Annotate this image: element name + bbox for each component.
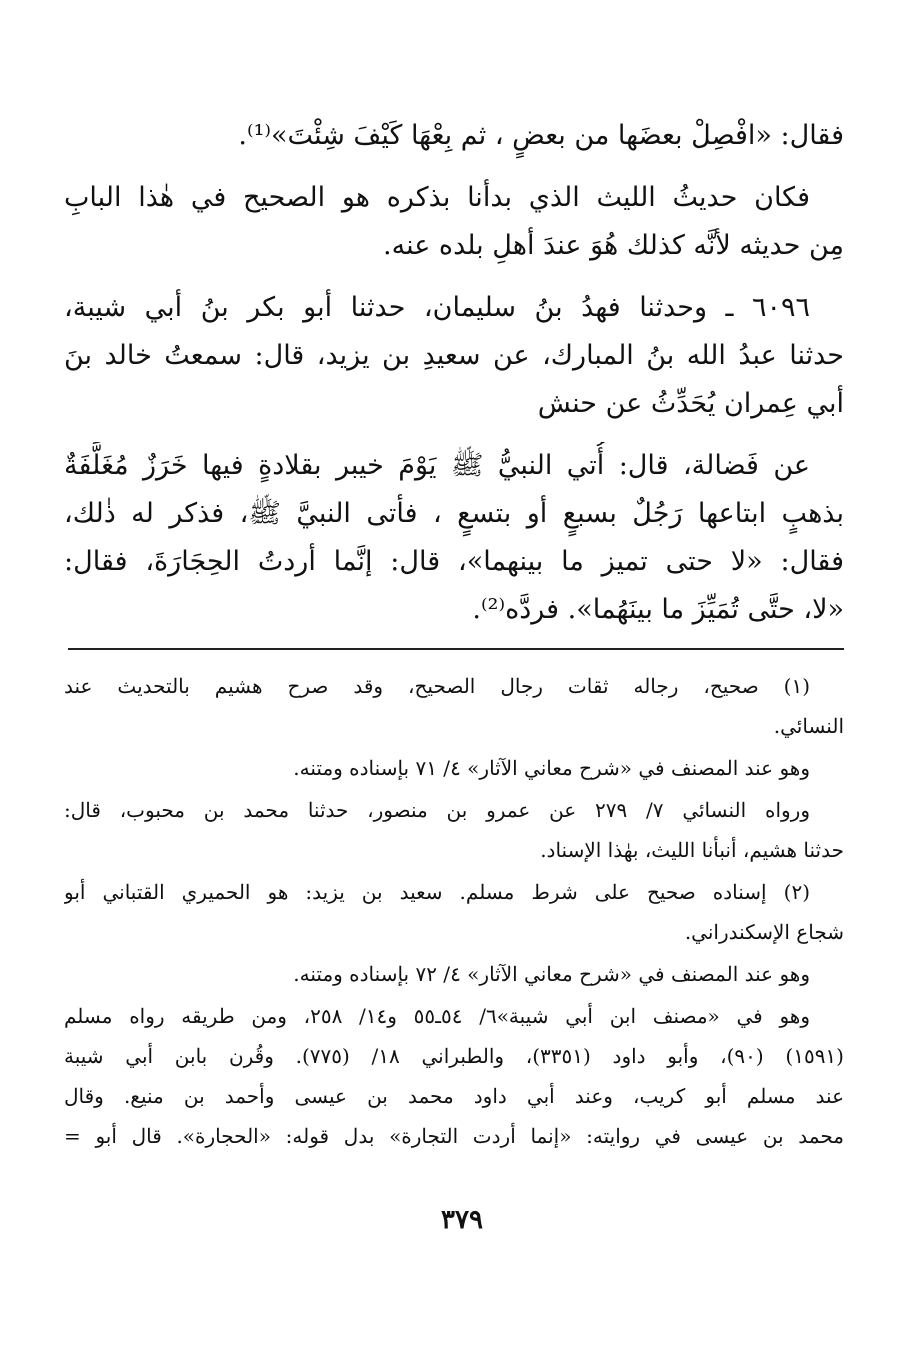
footnote — [64, 748, 844, 788]
footnote-line: النسائي. — [773, 714, 844, 738]
text-line: ٦٠٩٦ ـ وحدثنا فهدُ بنُ سليمان، حدثنا أبو بكر بنُ أبي شيبة، — [64, 292, 810, 323]
text-line: فكان حديثُ الليث الذي بدأنا بذكره هو الصحيح في هٰذا البابِ — [64, 182, 810, 213]
footnote-line: وهو عند المصنف في «شرح معاني الآثار» ٤/ ٧١ بإسناده ومتنه. — [293, 756, 810, 780]
footnote-line: محمد بن عيسى في روايته: «إنما أردت التجارة» بدل قوله: «الحجارة». قال أبو = — [64, 1124, 844, 1148]
footnote — [64, 954, 844, 994]
text-line: مِن حديثه لأنَّه كذلك هُوَ عندَ أهلِ بلده عنه. — [383, 230, 844, 261]
text-line: بذهبٍ ابتاعها رَجُلٌ بسبعٍ أو بتسعٍ ، فأتى النبيَّ ﷺ، فذكر له ذٰلك، — [64, 498, 844, 529]
footnotes — [64, 666, 844, 1156]
page-number: ٣٧٩ — [441, 1205, 483, 1235]
paragraph — [64, 112, 844, 160]
footnote-divider — [68, 648, 844, 650]
footnote-line: (٢) إسناده صحيح على شرط مسلم. سعيد بن يزيد: هو الحميري القتباني أبو — [64, 880, 810, 904]
footnote — [64, 872, 844, 952]
text-line: فقال: «افْصِلْ بعضَها من بعضٍ ، ثم بِعْهَا كَيْفَ شِئْتَ»⁽¹⁾. — [238, 120, 844, 151]
text-line: عن فَضالة، قال: أُتي النبيُّ ﷺ يَوْمَ خيبر بقلادةٍ فيها خَرَزٌ مُغَلَّفَةٌ — [64, 450, 810, 481]
footnote-line: عند مسلم أبو كريب، وعند أبي داود محمد بن عيسى وأحمد بن منيع. وقال — [64, 1084, 844, 1108]
paragraph — [64, 174, 844, 270]
paragraph — [64, 284, 844, 428]
main-text — [64, 112, 844, 634]
footnote — [64, 666, 844, 746]
text-line: أبي عِمران يُحَدِّثُ عن حنش — [537, 388, 844, 419]
paragraph — [64, 442, 844, 634]
footnote-line: ورواه النسائي ٧/ ٢٧٩ عن عمرو بن منصور، حدثنا محمد بن محبوب، قال: — [64, 798, 810, 822]
footnote-line: حدثنا هشيم، أنبأنا الليث، بهٰذا الإسناد. — [540, 838, 844, 862]
text-line: فقال: «لا حتى تميز ما بينهما»، قال: إنَّما أردتُ الحِجَارَةَ، فقال: — [64, 546, 844, 577]
footnote — [64, 790, 844, 870]
footnote-line: وهو عند المصنف في «شرح معاني الآثار» ٤/ ٧٢ بإسناده ومتنه. — [293, 962, 810, 986]
footnote-line: (١) صحيح، رجاله ثقات رجال الصحيح، وقد صرح هشيم بالتحديث عند — [64, 674, 810, 698]
footnote-line: شجاع الإسكندراني. — [684, 920, 844, 944]
footnote — [64, 996, 844, 1156]
text-line: «لا، حتَّى تُمَيِّزَ ما بينَهُما». فردَّه⁽²⁾. — [472, 594, 844, 625]
text-line: حدثنا عبدُ الله بنُ المبارك، عن سعيدِ بن يزيد، قال: سمعتُ خالد بنَ — [64, 340, 844, 371]
footnote-line: وهو في «مصنف ابن أبي شيبة»٦/ ٥٤ـ٥٥ و١٤/ ٢٥٨، ومن طريقه رواه مسلم — [64, 1004, 810, 1028]
footnote-line: (١٥٩١) (٩٠)، وأبو داود (٣٣٥١)، والطبراني ١٨/ (٧٧٥). وقُرن بابن أبي شيبة — [64, 1044, 844, 1068]
